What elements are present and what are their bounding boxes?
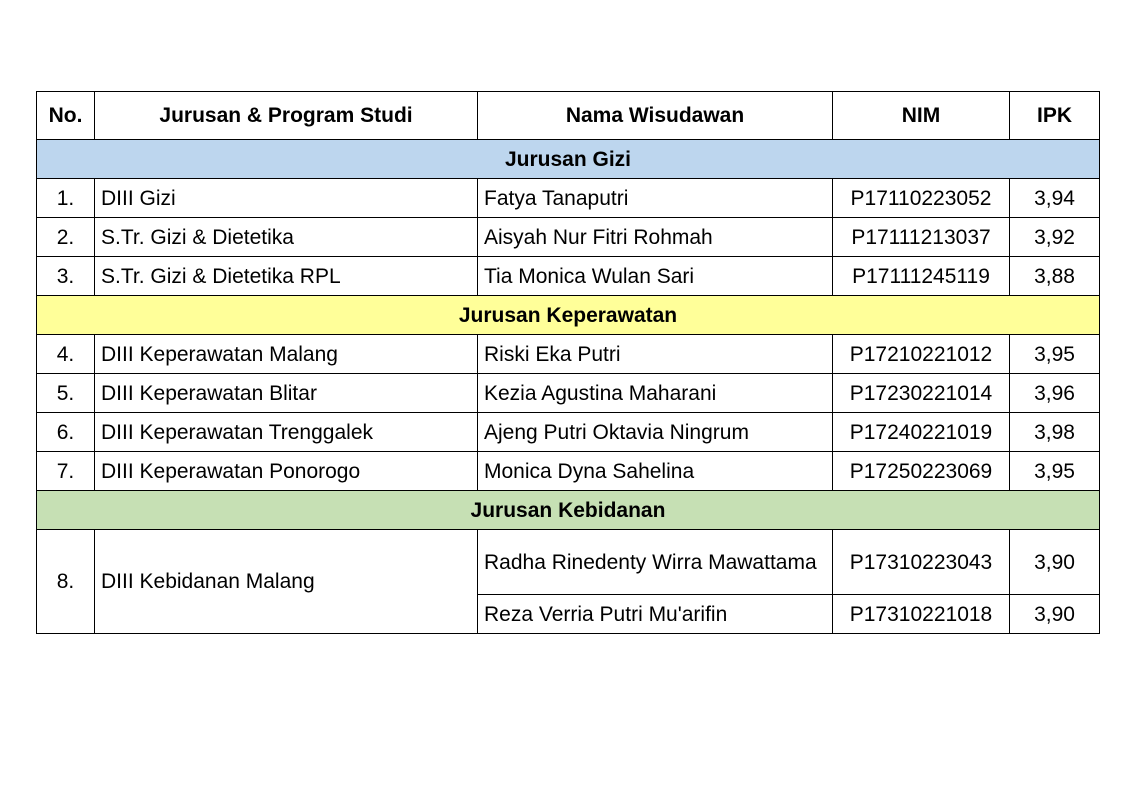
table-row — [37, 452, 1100, 491]
row-program: S.Tr. Gizi & Dietetika — [95, 218, 478, 257]
row-no: 3. — [37, 257, 95, 296]
table-row — [37, 257, 1100, 296]
header-nim: NIM — [833, 92, 1010, 140]
row-ipk: 3,88 — [1010, 257, 1100, 296]
graduates-table — [36, 91, 1100, 634]
header-no: No. — [37, 92, 95, 140]
row-nim: P17250223069 — [833, 452, 1010, 491]
row-name: Monica Dyna Sahelina — [478, 452, 833, 491]
table-header-row — [37, 92, 1100, 140]
row-name: Kezia Agustina Maharani — [478, 374, 833, 413]
group-title-keperawatan: Jurusan Keperawatan — [37, 296, 1100, 335]
row-no: 4. — [37, 335, 95, 374]
row-no: 7. — [37, 452, 95, 491]
row-program: DIII Keperawatan Blitar — [95, 374, 478, 413]
table-row — [37, 413, 1100, 452]
row-program: DIII Gizi — [95, 179, 478, 218]
row-no: 5. — [37, 374, 95, 413]
row-nim: P17310221018 — [833, 595, 1010, 634]
row-ipk: 3,95 — [1010, 335, 1100, 374]
row-name: Tia Monica Wulan Sari — [478, 257, 833, 296]
group-row-gizi — [37, 140, 1100, 179]
row-program: DIII Keperawatan Malang — [95, 335, 478, 374]
row-program: S.Tr. Gizi & Dietetika RPL — [95, 257, 478, 296]
row-nim: P17111213037 — [833, 218, 1010, 257]
table-row — [37, 335, 1100, 374]
group-title-gizi: Jurusan Gizi — [37, 140, 1100, 179]
row-name: Riski Eka Putri — [478, 335, 833, 374]
row-ipk: 3,92 — [1010, 218, 1100, 257]
header-program: Jurusan & Program Studi — [95, 92, 478, 140]
row-name: Radha Rinedenty Wirra Mawattama — [478, 530, 833, 595]
table-row — [37, 374, 1100, 413]
row-name: Fatya Tanaputri — [478, 179, 833, 218]
row-no: 6. — [37, 413, 95, 452]
header-name: Nama Wisudawan — [478, 92, 833, 140]
table-row — [37, 179, 1100, 218]
row-nim: P17111245119 — [833, 257, 1010, 296]
table-row — [37, 218, 1100, 257]
table-row — [37, 530, 1100, 595]
group-row-kebidanan — [37, 491, 1100, 530]
row-program: DIII Kebidanan Malang — [95, 530, 478, 634]
row-ipk: 3,90 — [1010, 595, 1100, 634]
row-nim: P17110223052 — [833, 179, 1010, 218]
row-no: 1. — [37, 179, 95, 218]
row-ipk: 3,96 — [1010, 374, 1100, 413]
row-program: DIII Keperawatan Ponorogo — [95, 452, 478, 491]
row-nim: P17310223043 — [833, 530, 1010, 595]
row-nim: P17230221014 — [833, 374, 1010, 413]
header-ipk: IPK — [1010, 92, 1100, 140]
row-nim: P17240221019 — [833, 413, 1010, 452]
group-title-kebidanan: Jurusan Kebidanan — [37, 491, 1100, 530]
group-row-keperawatan — [37, 296, 1100, 335]
row-ipk: 3,94 — [1010, 179, 1100, 218]
row-no: 8. — [37, 530, 95, 634]
row-ipk: 3,90 — [1010, 530, 1100, 595]
row-name: Ajeng Putri Oktavia Ningrum — [478, 413, 833, 452]
row-no: 2. — [37, 218, 95, 257]
row-nim: P17210221012 — [833, 335, 1010, 374]
row-ipk: 3,95 — [1010, 452, 1100, 491]
row-name: Aisyah Nur Fitri Rohmah — [478, 218, 833, 257]
row-name: Reza Verria Putri Mu'arifin — [478, 595, 833, 634]
row-ipk: 3,98 — [1010, 413, 1100, 452]
row-program: DIII Keperawatan Trenggalek — [95, 413, 478, 452]
